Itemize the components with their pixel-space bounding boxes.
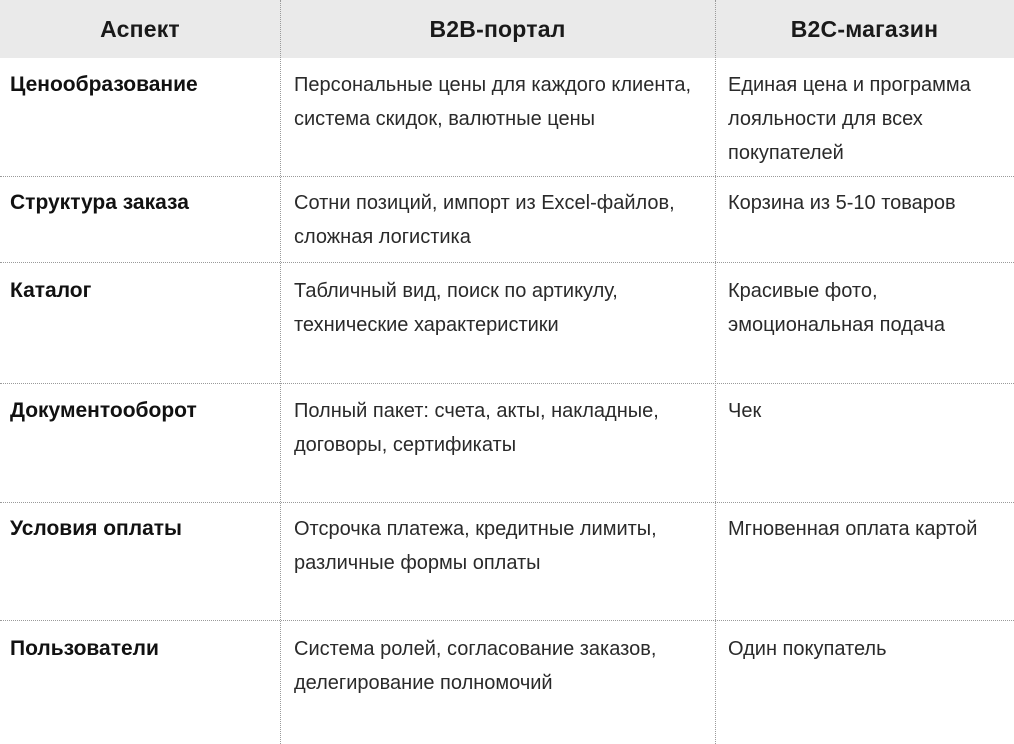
- table-row: [0, 274, 1014, 382]
- table-row: [0, 186, 1014, 262]
- row-divider: [0, 502, 1014, 503]
- aspect-cell: Ценообразование: [10, 73, 198, 96]
- table-row: [0, 68, 1014, 176]
- b2b-cell: Табличный вид, поиск по артикулу, технические характеристики: [294, 280, 618, 336]
- b2b-cell: Сотни позиций, импорт из Excel-файлов, сложная логистика: [294, 192, 675, 248]
- aspect-cell: Условия оплаты: [10, 517, 182, 540]
- header-b2c: B2C-магазин: [790, 15, 939, 42]
- b2c-cell: Мгновенная оплата картой: [728, 518, 978, 540]
- b2b-cell: Персональные цены для каждого клиента, система скидок, валютные цены: [294, 74, 692, 130]
- b2c-cell: Чек: [728, 400, 762, 422]
- table-header: [0, 0, 1014, 58]
- aspect-cell: Документооборот: [10, 399, 197, 422]
- header-aspect: Аспект: [100, 15, 180, 42]
- b2b-cell: Отсрочка платежа, кредитные лимиты, различные формы оплаты: [294, 518, 657, 574]
- aspect-cell: Структура заказа: [10, 191, 189, 214]
- b2b-cell: Система ролей, согласование заказов, делегирование полномочий: [294, 638, 657, 694]
- aspect-cell: Каталог: [10, 279, 92, 302]
- b2c-cell: Корзина из 5-10 товаров: [728, 192, 956, 214]
- aspect-cell: Пользователи: [10, 637, 159, 660]
- b2b-cell: Полный пакет: счета, акты, накладные, договоры, сертификаты: [294, 400, 659, 456]
- table-row: [0, 394, 1014, 502]
- b2c-cell: Один покупатель: [728, 638, 887, 660]
- row-divider: [0, 620, 1014, 621]
- table-row: [0, 512, 1014, 620]
- header-b2b: B2B-портал: [429, 15, 566, 42]
- b2c-cell: Красивые фото, эмоциональная подача: [728, 280, 946, 336]
- b2c-cell: Единая цена и программа лояльности для всех покупателей: [728, 74, 971, 164]
- row-divider: [0, 383, 1014, 384]
- row-divider: [0, 176, 1014, 177]
- table-row: [0, 632, 1014, 742]
- row-divider: [0, 262, 1014, 263]
